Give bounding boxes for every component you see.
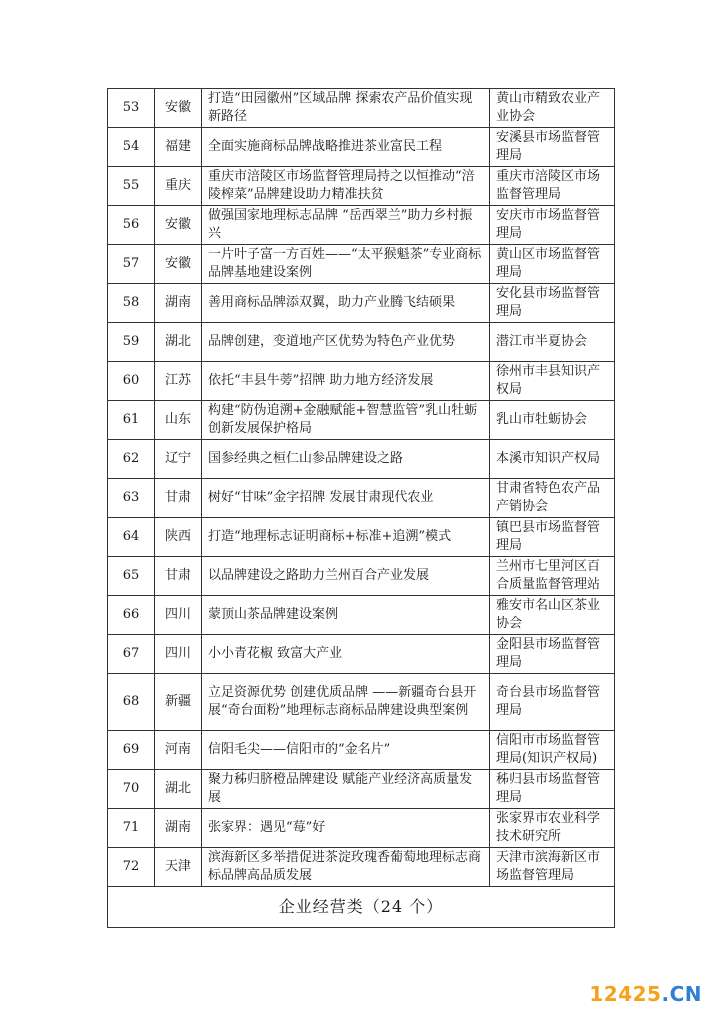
table-row <box>108 167 615 206</box>
row-case-title: 国参经典之桓仁山参品牌建设之路 <box>202 440 490 479</box>
row-province: 河南 <box>155 731 202 770</box>
row-case-title: 打造“田园徽州”区域品牌 探索农产品价值实现新路径 <box>202 89 490 128</box>
row-organization: 潜江市半夏协会 <box>490 323 615 362</box>
row-case-title: 以品牌建设之路助力兰州百合产业发展 <box>202 557 490 596</box>
row-number: 59 <box>108 323 155 362</box>
row-province: 甘肃 <box>155 557 202 596</box>
row-province: 江苏 <box>155 362 202 401</box>
table-row <box>108 479 615 518</box>
table-row <box>108 731 615 770</box>
table-row <box>108 206 615 245</box>
row-case-title: 善用商标品牌添双翼，助力产业腾飞结硕果 <box>202 284 490 323</box>
row-organization: 乳山市牡蛎协会 <box>490 401 615 440</box>
case-table-body <box>108 89 615 928</box>
row-province: 湖南 <box>155 284 202 323</box>
row-case-title: 全面实施商标品牌战略推进茶业富民工程 <box>202 128 490 167</box>
row-case-title: 信阳毛尖——信阳市的“金名片” <box>202 731 490 770</box>
table-row <box>108 557 615 596</box>
row-case-title: 打造“地理标志证明商标+标准+追溯”模式 <box>202 518 490 557</box>
row-province: 甘肃 <box>155 479 202 518</box>
row-number: 63 <box>108 479 155 518</box>
row-case-title: 做强国家地理标志品牌 “岳西翠兰”助力乡村振兴 <box>202 206 490 245</box>
table-row <box>108 635 615 674</box>
watermark-dot: . <box>661 982 670 1006</box>
table-row <box>108 245 615 284</box>
table-row <box>108 128 615 167</box>
row-province: 山东 <box>155 401 202 440</box>
row-organization: 安化县市场监督管理局 <box>490 284 615 323</box>
row-number: 54 <box>108 128 155 167</box>
row-organization: 金阳县市场监督管理局 <box>490 635 615 674</box>
row-number: 55 <box>108 167 155 206</box>
row-number: 70 <box>108 770 155 809</box>
case-table <box>107 88 615 928</box>
table-row <box>108 809 615 848</box>
row-number: 72 <box>108 848 155 887</box>
row-province: 湖北 <box>155 323 202 362</box>
section-heading-enterprise: 企业经营类（24 个） <box>108 887 615 928</box>
row-case-title: 重庆市涪陵区市场监督管理局持之以恒推动“涪陵榨菜”品牌建设助力精准扶贫 <box>202 167 490 206</box>
row-number: 58 <box>108 284 155 323</box>
row-province: 四川 <box>155 635 202 674</box>
row-case-title: 聚力秭归脐橙品牌建设 赋能产业经济高质量发展 <box>202 770 490 809</box>
watermark-digits: 12425 <box>589 982 662 1006</box>
table-row <box>108 284 615 323</box>
row-number: 57 <box>108 245 155 284</box>
table-row <box>108 89 615 128</box>
row-case-title: 立足资源优势 创建优质品牌 ——新疆奇台县开展“奇台面粉”地理标志商标品牌建设典型案例 <box>202 674 490 731</box>
row-number: 69 <box>108 731 155 770</box>
site-watermark-logo <box>589 982 702 1006</box>
row-province: 安徽 <box>155 206 202 245</box>
row-organization: 奇台县市场监督管理局 <box>490 674 615 731</box>
table-row <box>108 674 615 731</box>
row-province: 重庆 <box>155 167 202 206</box>
row-province: 福建 <box>155 128 202 167</box>
row-number: 68 <box>108 674 155 731</box>
row-organization: 甘肃省特色农产品产销协会 <box>490 479 615 518</box>
row-province: 陕西 <box>155 518 202 557</box>
row-organization: 秭归县市场监督管理局 <box>490 770 615 809</box>
row-number: 61 <box>108 401 155 440</box>
row-case-title: 一片叶子富一方百姓——“太平猴魁茶”专业商标品牌基地建设案例 <box>202 245 490 284</box>
row-case-title: 品牌创建，变道地产区优势为特色产业优势 <box>202 323 490 362</box>
row-province: 湖南 <box>155 809 202 848</box>
row-number: 66 <box>108 596 155 635</box>
row-province: 新疆 <box>155 674 202 731</box>
watermark-suffix: CN <box>669 982 702 1006</box>
row-province: 天津 <box>155 848 202 887</box>
row-number: 64 <box>108 518 155 557</box>
row-organization: 本溪市知识产权局 <box>490 440 615 479</box>
table-row <box>108 518 615 557</box>
table-row <box>108 401 615 440</box>
row-number: 53 <box>108 89 155 128</box>
table-row <box>108 362 615 401</box>
row-organization: 兰州市七里河区百合质量监督管理站 <box>490 557 615 596</box>
table-row <box>108 323 615 362</box>
table-row <box>108 848 615 887</box>
row-number: 67 <box>108 635 155 674</box>
row-organization: 安溪县市场监督管理局 <box>490 128 615 167</box>
row-number: 56 <box>108 206 155 245</box>
row-organization: 天津市滨海新区市场监督管理局 <box>490 848 615 887</box>
row-organization: 黄山市精致农业产业协会 <box>490 89 615 128</box>
row-province: 安徽 <box>155 89 202 128</box>
row-number: 60 <box>108 362 155 401</box>
row-case-title: 依托“丰县牛蒡”招牌 助力地方经济发展 <box>202 362 490 401</box>
row-organization: 镇巴县市场监督管理局 <box>490 518 615 557</box>
row-number: 65 <box>108 557 155 596</box>
row-organization: 安庆市市场监督管理局 <box>490 206 615 245</box>
table-row <box>108 770 615 809</box>
row-number: 71 <box>108 809 155 848</box>
row-organization: 雅安市名山区茶业协会 <box>490 596 615 635</box>
row-province: 湖北 <box>155 770 202 809</box>
row-organization: 黄山区市场监督管理局 <box>490 245 615 284</box>
table-row <box>108 596 615 635</box>
table-row <box>108 440 615 479</box>
row-case-title: 树好“甘味”金字招牌 发展甘肃现代农业 <box>202 479 490 518</box>
row-province: 四川 <box>155 596 202 635</box>
row-case-title: 小小青花椒 致富大产业 <box>202 635 490 674</box>
row-organization: 张家界市农业科学技术研究所 <box>490 809 615 848</box>
row-number: 62 <box>108 440 155 479</box>
row-case-title: 滨海新区多举措促进茶淀玫瑰香葡萄地理标志商标品牌高品质发展 <box>202 848 490 887</box>
row-province: 安徽 <box>155 245 202 284</box>
case-table-container <box>107 88 615 928</box>
row-organization: 重庆市涪陵区市场监督管理局 <box>490 167 615 206</box>
row-case-title: 构建“防伪追溯+金融赋能+智慧监管”乳山牡蛎创新发展保护格局 <box>202 401 490 440</box>
row-province: 辽宁 <box>155 440 202 479</box>
row-organization: 徐州市丰县知识产权局 <box>490 362 615 401</box>
section-row <box>108 887 615 928</box>
row-organization: 信阳市市场监督管理局(知识产权局) <box>490 731 615 770</box>
row-case-title: 蒙顶山茶品牌建设案例 <box>202 596 490 635</box>
row-case-title: 张家界：遇见“莓”好 <box>202 809 490 848</box>
